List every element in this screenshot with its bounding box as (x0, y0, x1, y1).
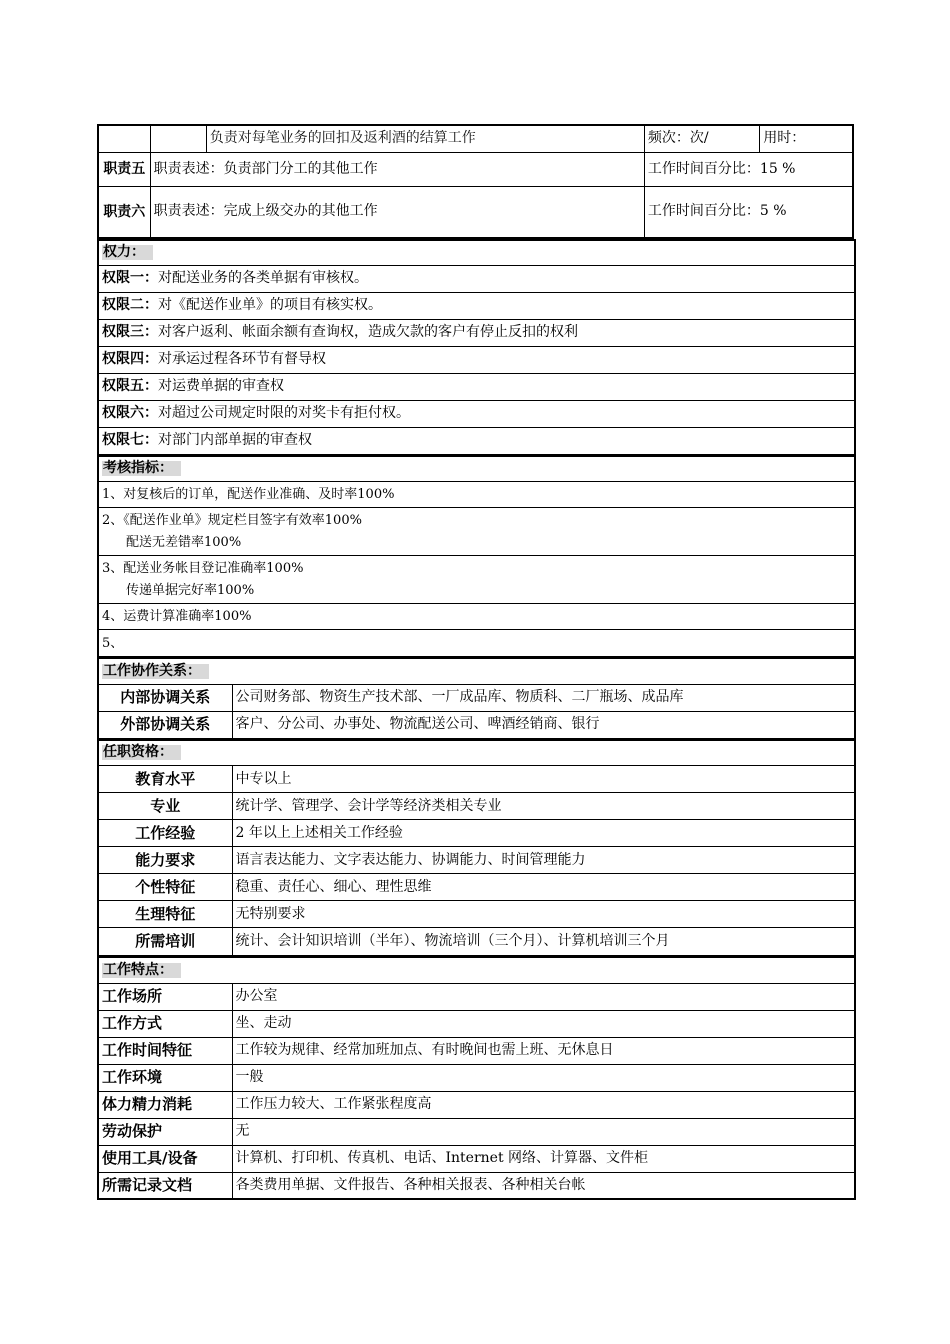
qualification-row (98, 901, 855, 928)
duty5-row (98, 152, 853, 186)
kpi-line: 2、《配送作业单》规定栏目签字有效率100% (102, 512, 362, 528)
qualification-section-title: 任职资格： (102, 745, 181, 760)
kpi-item (98, 556, 855, 604)
authority-table (97, 239, 856, 455)
features-label: 工作场所 (98, 983, 232, 1010)
authority-label: 权限四： (102, 351, 158, 367)
kpi-subline: 传递单据完好率100% (126, 582, 255, 598)
duty5-percentage: 工作时间百分比：15 % (644, 152, 853, 186)
authority-item (98, 373, 855, 400)
features-row (98, 1145, 855, 1172)
features-row (98, 1091, 855, 1118)
authority-text: 对运费单据的审查权 (158, 378, 284, 394)
features-label: 体力精力消耗 (98, 1091, 232, 1118)
features-value: 一般 (232, 1064, 855, 1091)
cooperation-section-title: 工作协作关系： (102, 664, 209, 679)
authority-item (98, 319, 855, 346)
authority-item (98, 346, 855, 373)
features-row (98, 1064, 855, 1091)
features-table (97, 956, 856, 1200)
features-value: 办公室 (232, 983, 855, 1010)
cooperation-value: 公司财务部、物资生产技术部、一厂成品库、物质科、二厂瓶场、成品库 (232, 684, 855, 711)
qualification-row (98, 793, 855, 820)
features-value: 无 (232, 1118, 855, 1145)
authority-item (98, 427, 855, 454)
qualification-label: 教育水平 (98, 766, 232, 793)
authority-label: 权限六： (102, 405, 158, 421)
authority-item (98, 292, 855, 319)
features-value: 工作压力较大、工作紧张程度高 (232, 1091, 855, 1118)
cooperation-row (98, 711, 855, 738)
job-description-sheet (97, 124, 854, 1200)
kpi-line: 4、运费计算准确率100% (98, 604, 855, 630)
cooperation-row (98, 684, 855, 711)
authority-text: 对配送业务的各类单据有审核权。 (158, 270, 368, 286)
authority-text: 对承运过程各环节有督导权 (158, 351, 326, 367)
features-row (98, 1037, 855, 1064)
duty-top-time: 用时： (760, 125, 853, 152)
qualification-row (98, 847, 855, 874)
duty-top-frequency: 频次：次/ (644, 125, 759, 152)
qualification-row (98, 928, 855, 956)
features-label: 所需记录文档 (98, 1172, 232, 1199)
authority-item (98, 400, 855, 427)
authority-text: 对客户返利、帐面余额有查询权，造成欠款的客户有停止反扣的权利 (158, 324, 578, 340)
duty5-label: 职责五 (98, 152, 150, 186)
qualification-row (98, 820, 855, 847)
authority-text: 对超过公司规定时限的对奖卡有拒付权。 (158, 405, 410, 421)
kpi-line: 5、 (98, 630, 855, 657)
features-section-title: 工作特点： (102, 963, 181, 978)
qualification-label: 所需培训 (98, 928, 232, 956)
authority-text: 对部门内部单据的审查权 (158, 432, 312, 448)
features-label: 工作方式 (98, 1010, 232, 1037)
authority-label: 权限二： (102, 297, 158, 313)
duty-label-empty (98, 125, 150, 152)
cooperation-value: 客户、分公司、办事处、物流配送公司、啤酒经销商、银行 (232, 711, 855, 738)
qualification-label: 生理特征 (98, 901, 232, 928)
features-row (98, 1118, 855, 1145)
authority-section-title: 权力： (102, 245, 153, 260)
kpi-table (97, 455, 856, 658)
qualification-header-row (98, 740, 855, 766)
kpi-item (98, 482, 855, 508)
qualification-value: 语言表达能力、文字表达能力、协调能力、时间管理能力 (232, 847, 855, 874)
features-label: 工作环境 (98, 1064, 232, 1091)
features-row (98, 983, 855, 1010)
features-label: 工作时间特征 (98, 1037, 232, 1064)
cooperation-label: 外部协调关系 (98, 711, 232, 738)
qualification-value: 无特别要求 (232, 901, 855, 928)
authority-item (98, 265, 855, 292)
kpi-line: 1、对复核后的订单，配送作业准确、及时率100% (98, 482, 855, 508)
authority-label: 权限三： (102, 324, 158, 340)
kpi-section-title: 考核指标： (102, 461, 181, 476)
features-header-row (98, 957, 855, 983)
kpi-subline: 配送无差错率100% (126, 534, 242, 550)
kpi-item (98, 508, 855, 556)
duty-subcell-empty (150, 125, 206, 152)
duty6-percentage: 工作时间百分比：5 % (644, 186, 853, 238)
features-value: 工作较为规律、经常加班加点、有时晚间也需上班、无休息日 (232, 1037, 855, 1064)
qualification-value: 2 年以上上述相关工作经验 (232, 820, 855, 847)
authority-text: 对《配送作业单》的项目有核实权。 (158, 297, 382, 313)
qualification-label: 能力要求 (98, 847, 232, 874)
duty5-description: 职责表述：负责部门分工的其他工作 (150, 152, 644, 186)
authority-header-row (98, 240, 855, 265)
duty6-label: 职责六 (98, 186, 150, 238)
duty6-row (98, 186, 853, 238)
features-label: 劳动保护 (98, 1118, 232, 1145)
qualification-row (98, 874, 855, 901)
duty6-description: 职责表述：完成上级交办的其他工作 (150, 186, 644, 238)
duty-top-text: 负责对每笔业务的回扣及返利酒的结算工作 (206, 125, 644, 152)
kpi-item (98, 604, 855, 630)
qualification-value: 稳重、责任心、细心、理性思维 (232, 874, 855, 901)
features-value: 计算机、打印机、传真机、电话、Internet 网络、计算器、文件柜 (232, 1145, 855, 1172)
qualification-value: 统计学、管理学、会计学等经济类相关专业 (232, 793, 855, 820)
qualification-label: 个性特征 (98, 874, 232, 901)
authority-label: 权限七： (102, 432, 158, 448)
kpi-line: 3、配送业务帐目登记准确率100% (102, 560, 304, 576)
duty-row-top (98, 125, 853, 152)
duties-table (97, 124, 854, 239)
kpi-item (98, 630, 855, 657)
qualification-value: 中专以上 (232, 766, 855, 793)
qualification-value: 统计、会计知识培训（半年）、物流培训（三个月）、计算机培训三个月 (232, 928, 855, 956)
qualification-label: 工作经验 (98, 820, 232, 847)
qualification-row (98, 766, 855, 793)
authority-label: 权限五： (102, 378, 158, 394)
features-label: 使用工具/设备 (98, 1145, 232, 1172)
features-value: 坐、走动 (232, 1010, 855, 1037)
kpi-header-row (98, 456, 855, 482)
cooperation-label: 内部协调关系 (98, 684, 232, 711)
cooperation-table (97, 657, 856, 739)
authority-label: 权限一： (102, 270, 158, 286)
qualification-label: 专业 (98, 793, 232, 820)
features-row (98, 1010, 855, 1037)
features-row (98, 1172, 855, 1199)
features-value: 各类费用单据、文件报告、各种相关报表、各种相关台帐 (232, 1172, 855, 1199)
qualification-table (97, 739, 856, 957)
cooperation-header-row (98, 658, 855, 684)
